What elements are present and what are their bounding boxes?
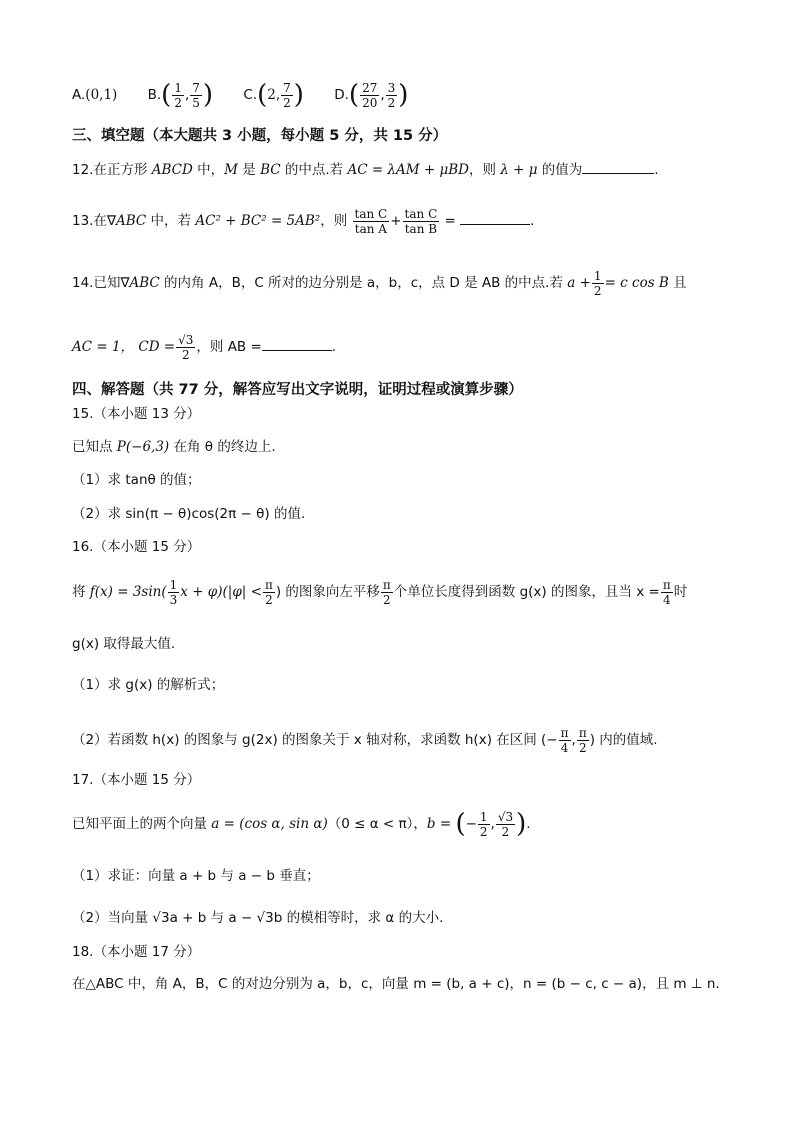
q18-stem: 在△ABC 中，角 A，B，C 的对边分别为 a，b，c，向量 m = (b, a + c)，n = (b − c, c − a)，且 m ⊥ n. xyxy=(72,976,720,992)
q16-stem: 将 f(x) = 3sin( $\frac{1}{3}$ x + φ)(|φ| < $\frac{\pi}{2}$ ) 的图象向左平移 $\frac{\pi}{2}$ 个单位长度得到函数 g(x) 的图象，且当 x = $\frac{\pi}{4}$ 时 xyxy=(72,577,688,607)
q16-part-2: （2）若函数 h(x) 的图象与 g(2x) 的图象关于 x 轴对称，求函数 h(x) 在区间 (− $\frac{\pi}{4}$ , $\frac{\pi}{2}$ ) 内的值域. xyxy=(72,725,658,755)
q18-head: 18.（本小题 17 分） xyxy=(72,944,201,960)
q17-head: 17.（本小题 15 分） xyxy=(72,772,201,788)
section-4-title: 四、解答题（共 77 分，解答应写出文字说明，证明过程或演算步骤） xyxy=(72,382,523,398)
question-12: 12.在正方形 ABCD 中，M 是 BC 的中点.若 AC = λAM + μBD，则 λ + μ 的值为 . xyxy=(72,162,659,178)
q11-options xyxy=(72,80,434,110)
option-b: B.( $\frac{1}{2}$ , $\frac{7}{5}$ ) xyxy=(147,80,214,110)
section-3-title: 三、填空题（本大题共 3 小题，每小题 5 分，共 15 分） xyxy=(72,128,448,144)
q16-head: 16.（本小题 15 分） xyxy=(72,539,201,555)
q16-part-1: （1）求 g(x) 的解析式； xyxy=(72,677,225,693)
q15-stem: 已知点 P(−6,3) 在角 θ 的终边上. xyxy=(72,439,276,455)
question-14-line-2: AC = 1， CD = $\frac{√3}{2}$ ，则 AB = . xyxy=(72,332,337,362)
q15-part-2: （2）求 sin(π − θ)cos(2π − θ) 的值. xyxy=(72,506,306,522)
question-14-line-1: 14.已知∇ABC 的内角 A，B，C 所对的边分别是 a，b，c，点 D 是 AB 的中点.若 a + $\frac{1}{2}$ = c cos B 且 xyxy=(72,268,687,298)
q16-stem-2: g(x) 取得最大值. xyxy=(72,636,176,652)
q15-part-1: （1）求 tanθ 的值； xyxy=(72,472,201,488)
question-13: 13.在∇ABC 中，若 AC² + BC² = 5AB²，则 $\frac{\text{tan C}}{\text{tan A}}$ + $\frac{\text{tan C}}{\text{tan B}}$ = . xyxy=(72,206,535,236)
option-a: A.(0,1) xyxy=(72,87,118,103)
option-d: D.( $\frac{27}{20}$ , $\frac{3}{2}$ ) xyxy=(334,80,409,110)
q17-stem: 已知平面上的两个向量 a = (cos α, sin α)（0 ≤ α < π），b = (− $\frac{1}{2}$ , $\frac{√3}{2}$ ). xyxy=(72,809,531,839)
q15-head: 15.（本小题 13 分） xyxy=(72,406,201,422)
q17-part-2: （2）当向量 √3a + b 与 a − √3b 的模相等时，求 α 的大小. xyxy=(72,910,444,926)
q17-part-1: （1）求证：向量 a + b 与 a − b 垂直； xyxy=(72,868,320,884)
option-c: C.(2, $\frac{7}{2}$ ) xyxy=(243,80,304,110)
